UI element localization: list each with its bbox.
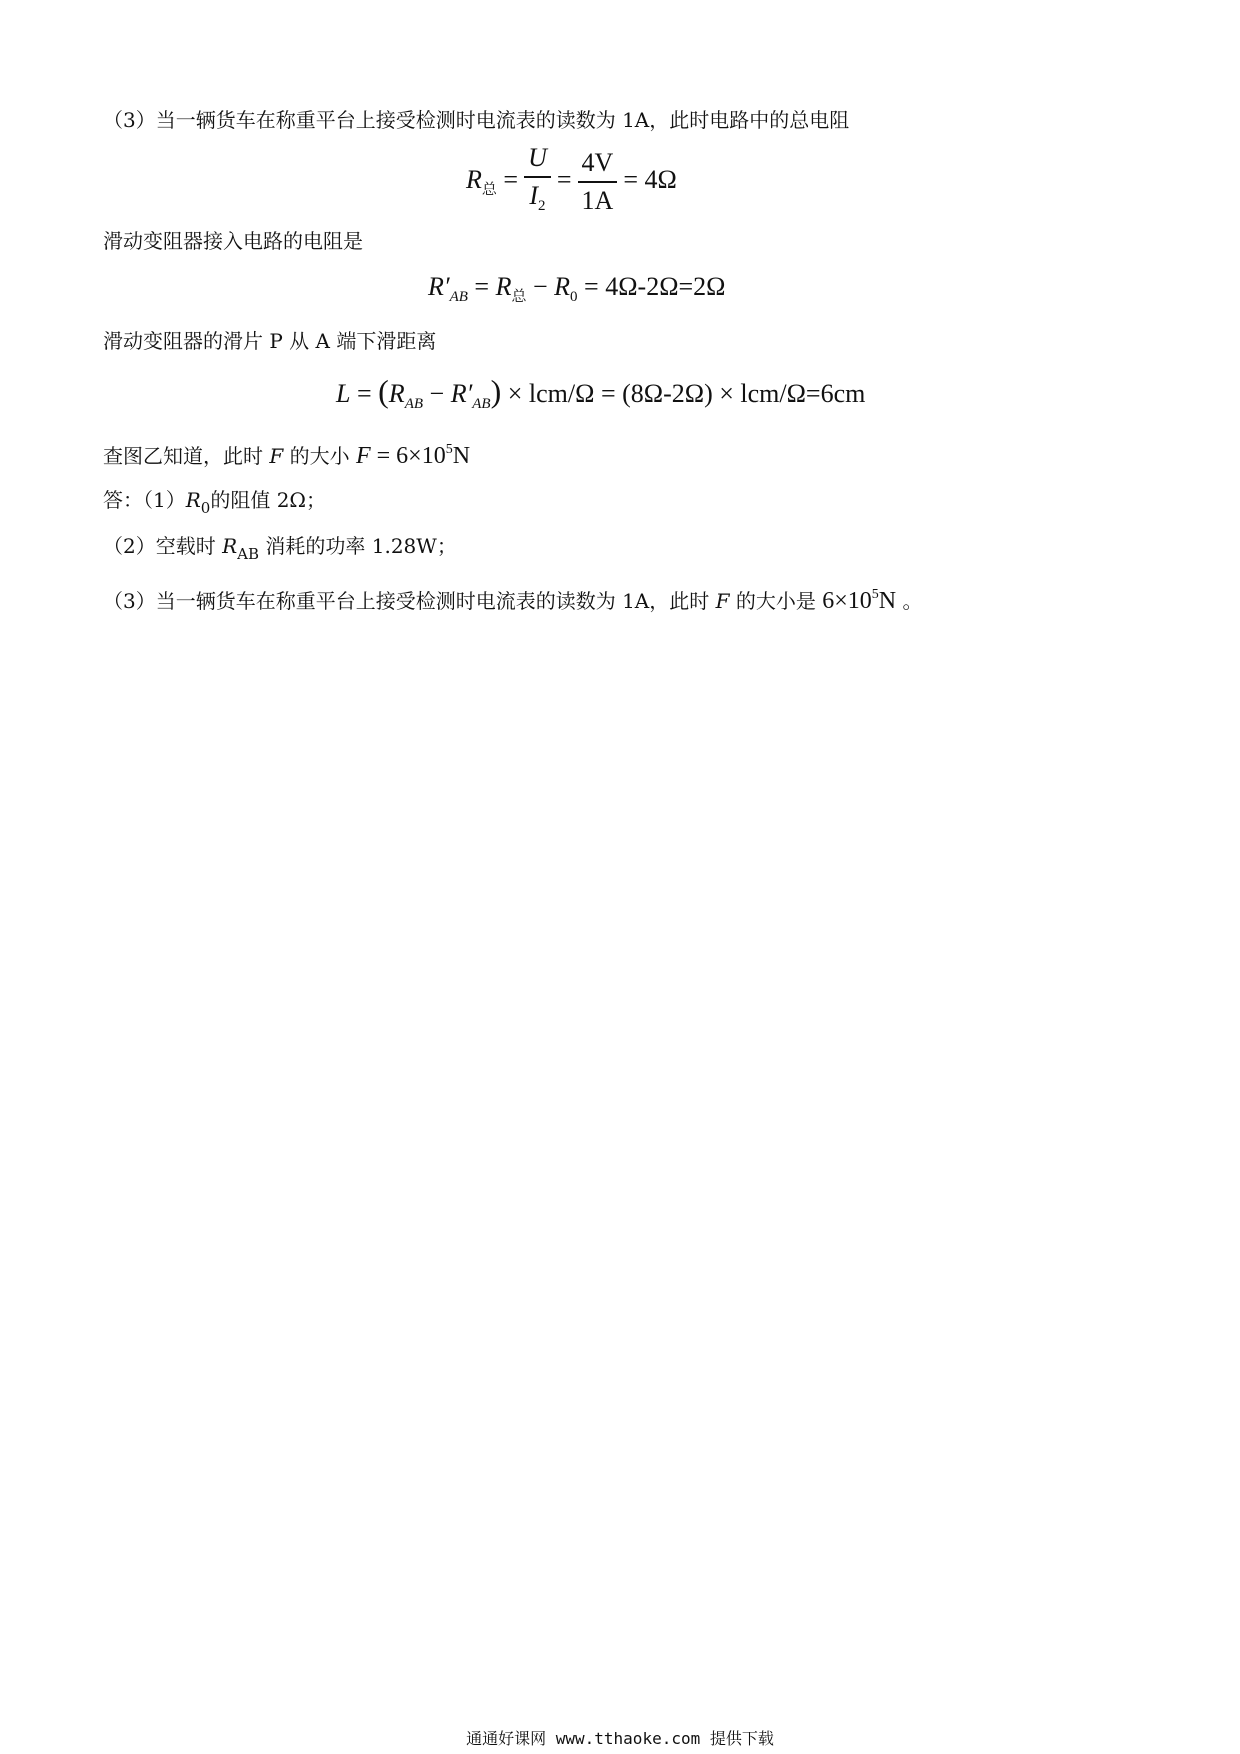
paragraph-total-resistance: （3）当一辆货车在称重平台上接受检测时电流表的读数为 1A，此时电路中的总电阻: [103, 108, 850, 132]
answer-force-value: $6\times 10^5N$: [822, 587, 897, 614]
page-footer: 通通好课网 www.tthaoke.com 提供下载: [466, 1729, 774, 1748]
fraction-4v-over-1a: $\frac{4V}{1A}$: [578, 147, 618, 217]
equation-slider-distance: $L = (R_{AB} - R'_{AB}) \times lcm/\Omega = (8\Omega-2\Omega) \times lcm/\Omega=6cm$: [336, 373, 866, 412]
paragraph-slider-distance: 滑动变阻器的滑片 P 从 A 端下滑距离: [103, 329, 437, 353]
answer-2: （2）空载时 $R_{AB}$ 消耗的功率 1.28W；: [103, 534, 457, 563]
answer-1: 答：$(1)R_0$的阻值 2Ω；: [103, 488, 327, 517]
answer-3: （3）当一辆货车在称重平台上接受检测时电流表的读数为 1A，此时 F 的大小是 $6\times 10^5N$ 。: [103, 587, 923, 614]
fraction-u-over-i: $\frac{U}{I_2}$: [524, 142, 551, 222]
force-value: $F = 6\times 10^5N$: [355, 442, 471, 469]
paragraph-force-lookup: 查图乙知道，此时 F 的大小 $F = 6\times 10^5N$: [103, 442, 471, 469]
equation-total-resistance: $R_总$ = $\frac{U}{I_2}$ = $\frac{4V}{1A}$ = 4Ω: [466, 142, 677, 222]
paragraph-rheostat-resistance: 滑动变阻器接入电路的电阻是: [103, 229, 363, 253]
equation-rheostat-resistance: $R'_{AB} = R_总 - R_0 = 4\Omega-2\Omega=2\Omega$: [428, 272, 726, 305]
